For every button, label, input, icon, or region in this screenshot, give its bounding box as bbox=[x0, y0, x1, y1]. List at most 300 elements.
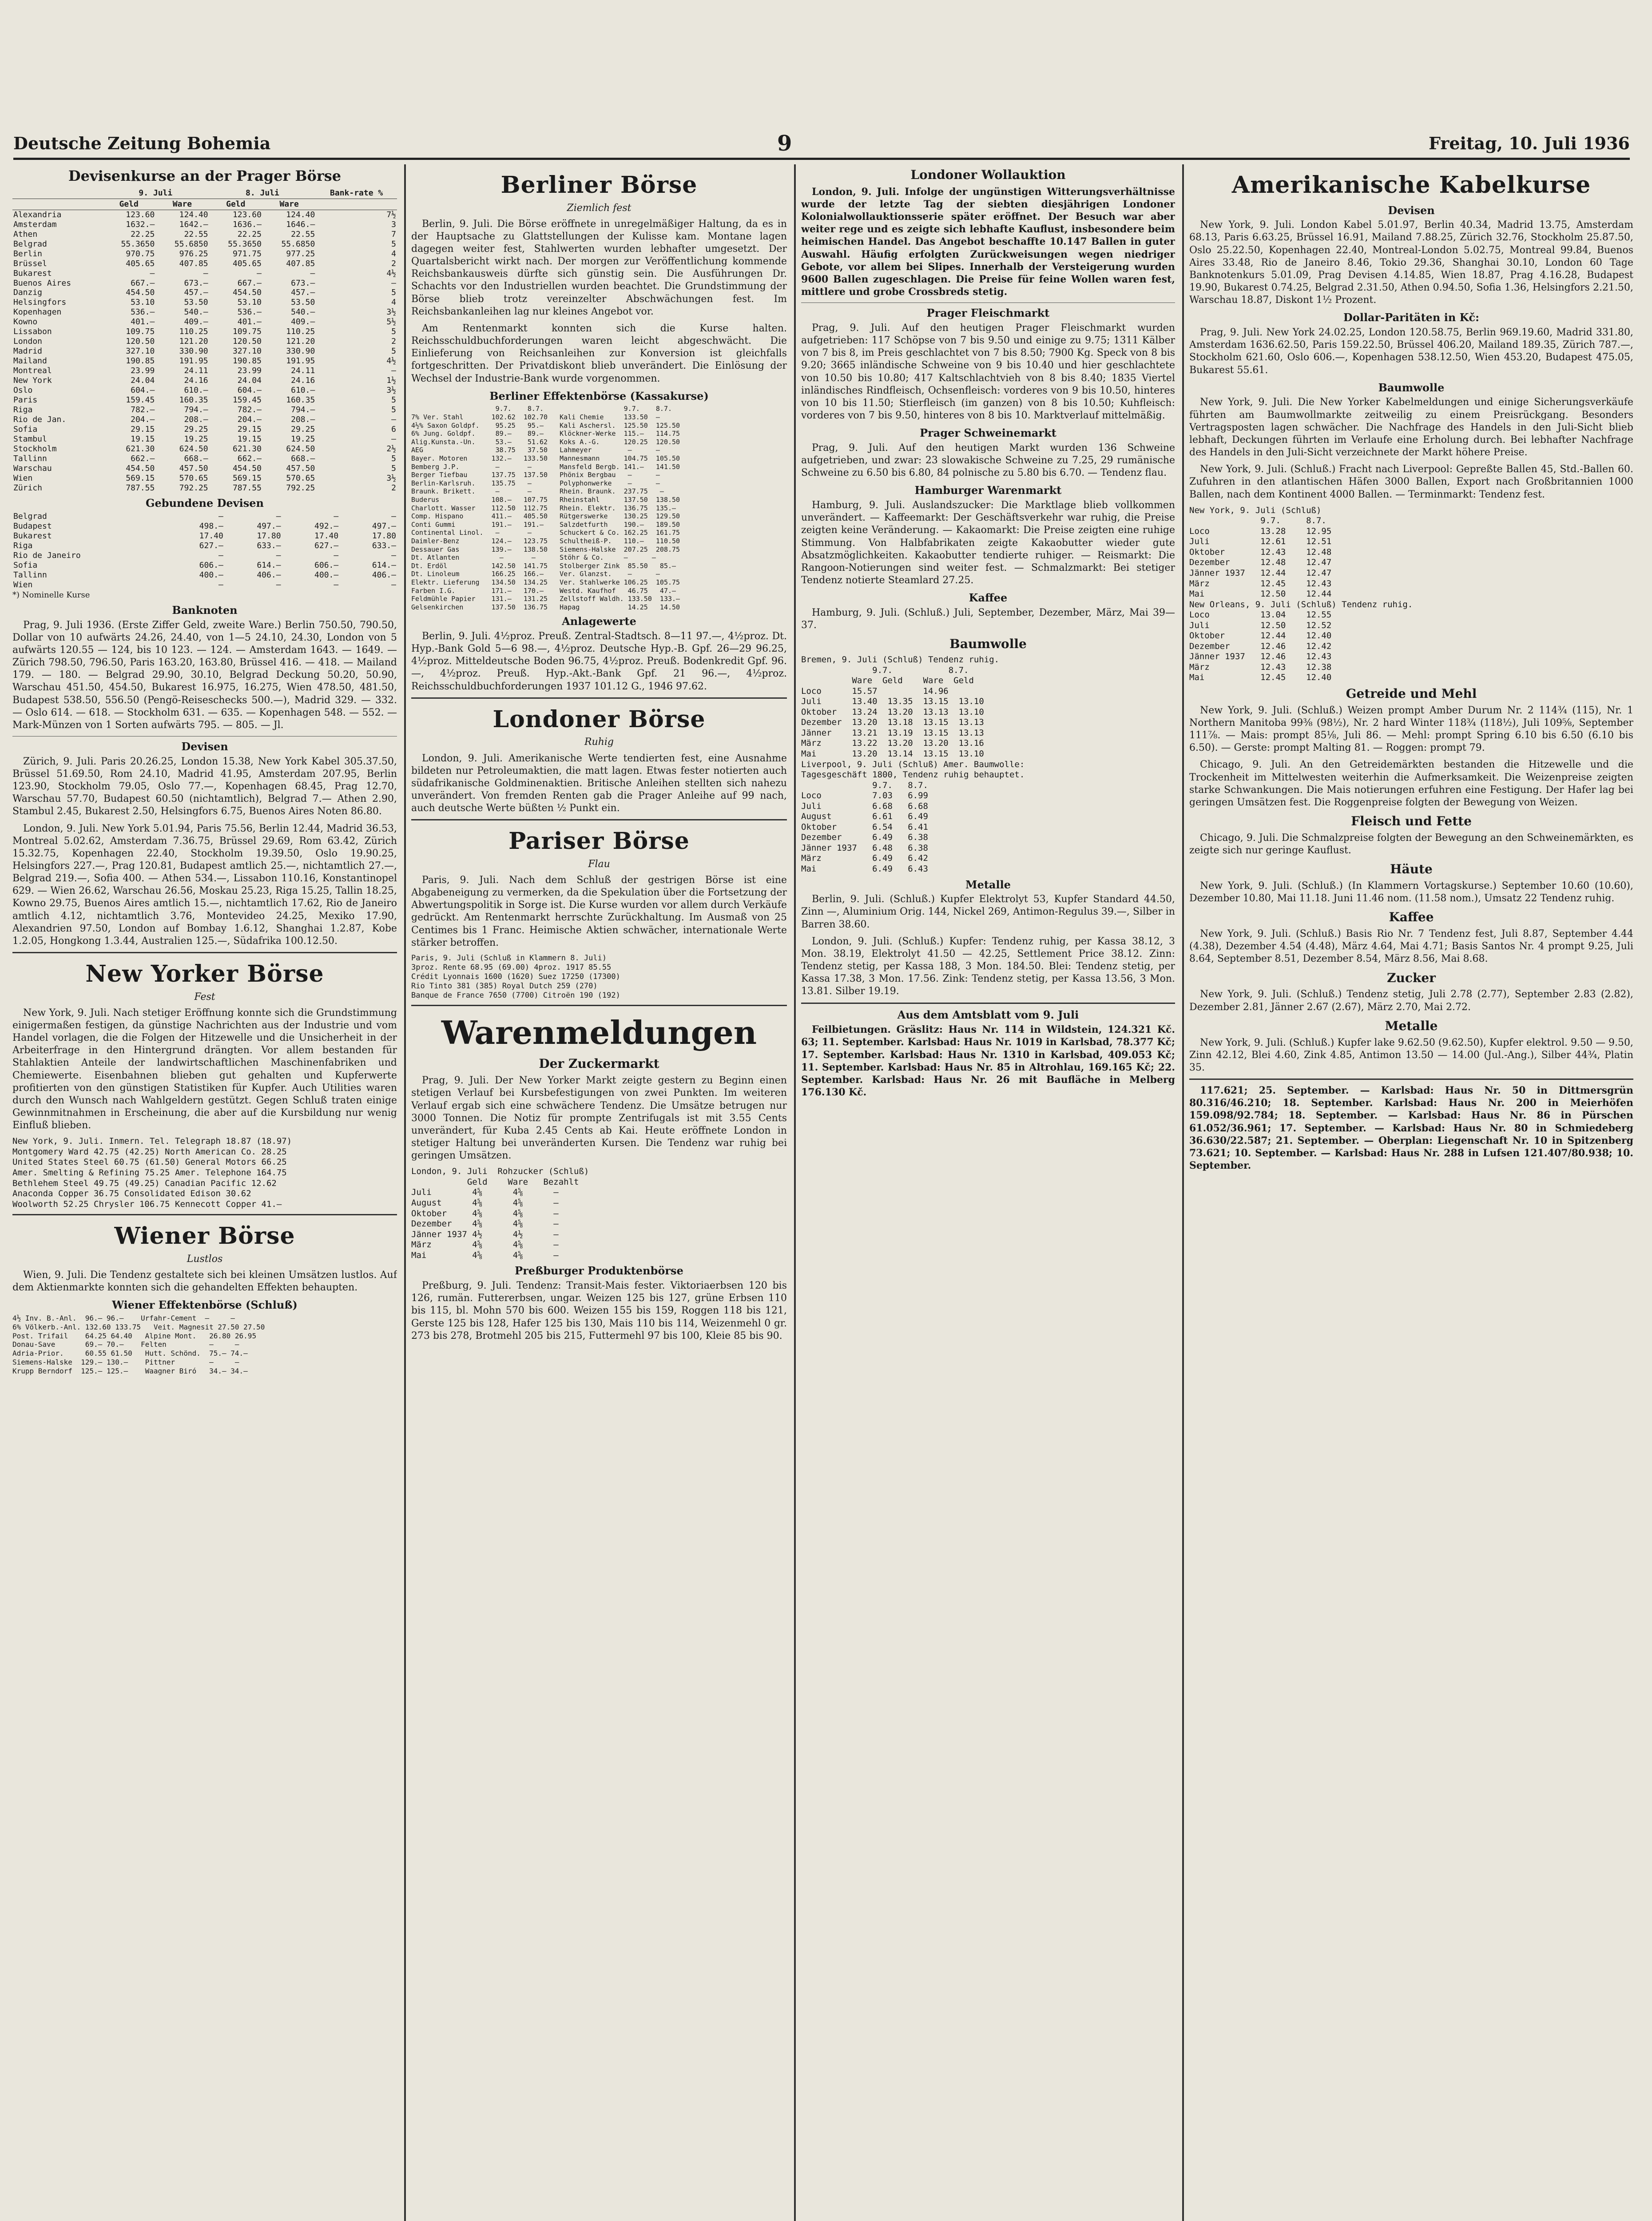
rate-currency: Mailand bbox=[13, 356, 47, 366]
dp-title: Dollar-Paritäten in Kč: bbox=[1343, 311, 1479, 324]
rate-currency: Tallinn bbox=[13, 570, 47, 580]
rate-value: 24.16 bbox=[291, 376, 315, 386]
rate-row bbox=[12, 464, 397, 474]
rate-currency: Bukarest bbox=[13, 531, 52, 541]
rate-value: 977.25 bbox=[286, 249, 315, 259]
pp-text: Preßburg, 9. Juli. Tendenz: Transit-Mais fester. Viktoriaerbsen 120 bis 126, rumän. Futtererbsen, ungar. Weizen 125 bis 127, grüne Erbsen 110 bis 115, bl. Mohn 570 bis 600. Weizen 155 bis 159, Roggen 118 bis 121, Gerste 125 bis 128, Hafer 125 bis 130, Mais 110 bis 114, Weizenmehl 0 gr. 273 bis 278, Brotmehl 205 bis 215, Futtermehl 97 bis 100, Kleie 85 bis 90. bbox=[411, 1280, 787, 1341]
rate-value: 53.50 bbox=[184, 298, 208, 307]
rate-value: 409.— bbox=[291, 317, 315, 327]
rate-value: — bbox=[391, 551, 396, 561]
rate-currency: Rio de Jan. bbox=[13, 414, 67, 424]
rate-currency: Stockholm bbox=[13, 444, 57, 454]
column-rule bbox=[404, 164, 406, 2221]
rate-row bbox=[12, 425, 397, 434]
rate-value: 3½ bbox=[386, 386, 396, 395]
rate-value: — bbox=[334, 580, 339, 589]
be-ticker-2: Dt. Atlanten — — Stöhr & Co. — — Dt. Erdöl 142.50 141.75 Stolberger Zink 85.50 85.— Dt. Linoleum 166.25 166.— Ver. Glanzst. — — Elektr. Lieferung 134.50 134.25 Ver. Stahlwerke 106.25 105.75 Farben I.G. 171.— 170.— Westd. Kaufhof 46.75 47.— Feldmühle Papier 131.— 131.25 Zellstoff Waldh. 133.50 133.— Gelsenkirchen 137.50 136.75 Hapag 14.25 14.50 bbox=[411, 553, 680, 611]
rate-value: 123.60 bbox=[126, 210, 155, 219]
rate-value: 208.— bbox=[291, 414, 315, 424]
rate-value: 405.65 bbox=[232, 259, 262, 268]
rate-row bbox=[12, 474, 397, 483]
bremen-ticker: Bremen, 9. Juli (Schluß) Tendenz ruhig. 9.7. 8.7. Ware Geld Ware Geld Loco 15.57 14.96 Juli 13.40 13.35 13.15 13.10 Oktober 13.24 13.20 13.13 13.10 Dezember 13.20 13.18 13.15 13.13 Jänner 13.21 13.19 13.15 13.13 März 13.22 13.20 13.20 13.16 Mai 13.20 13.14 13.15 13.10 bbox=[801, 655, 1000, 759]
rate-value: 159.45 bbox=[126, 395, 155, 405]
rate-value: — bbox=[391, 414, 396, 424]
lw-title: Londoner Wollauktion bbox=[910, 167, 1066, 182]
rate-value: 204.— bbox=[237, 414, 262, 424]
rate-value: 53.10 bbox=[237, 298, 262, 307]
rate-currency: Madrid bbox=[13, 346, 43, 356]
rate-row bbox=[12, 259, 397, 269]
wb-tag: Lustlos bbox=[187, 1253, 223, 1265]
pb-title: Pariser Börse bbox=[508, 828, 690, 855]
rate-value: 24.04 bbox=[237, 376, 262, 386]
rate-currency: Belgrad bbox=[13, 239, 47, 249]
rate-value: 121.20 bbox=[179, 337, 208, 346]
dp-text: Prag, 9. Juli. New York 24.02.25, London 120.58.75, Berlin 969.19.60, Madrid 331.80, Amsterdam 1636.62.50, Paris 159.22.50, Brüssel 406.20, Mailand 189.35, Zürich 787.—, Stockholm 621.60, Oslo 606.—, Kopenhagen 538.12.50, Wien 453.20, Budapest 475.05, Bukarest 55.61. bbox=[1189, 327, 1633, 376]
rate-value: 4½ bbox=[386, 356, 396, 366]
rate-value: 662.— bbox=[131, 454, 155, 463]
rate-value: 22.55 bbox=[184, 229, 208, 239]
rate-value: 2 bbox=[391, 483, 396, 493]
rate-value: 624.50 bbox=[179, 444, 208, 454]
rate-row bbox=[12, 444, 397, 454]
sm-title: Prager Schweinemarkt bbox=[920, 426, 1056, 440]
rate-value: 407.85 bbox=[286, 259, 315, 268]
rate-value: 29.15 bbox=[131, 424, 155, 434]
rate-value: 121.20 bbox=[286, 337, 315, 346]
rate-row bbox=[12, 327, 397, 337]
rate-value: 2 bbox=[391, 337, 396, 346]
be-ticker: 9.7. 8.7. 9.7. 8.7. 7% Ver. Stahl 102.62 102.70 Kali Chemie 133.50 — 4½% Saxon Goldpf. 95.25 95.— Kali Aschersl. 125.50 125.50 6% Jung. Goldpf. 89.— 89.— Klöckner-Werke 115.— 114.75 Alig.Kunsta.-Un. 53.— 51.62 Koks A.-G. 120.25 120.50 AEG 38.75 37.50 Lahmeyer — — Bayer. Motoren 132.— 133.50 Mannesmann 104.75 105.50 Bemberg J.P. — — Mansfeld Bergb. 141.— 141.50 Berger Tiefbau 137.75 137.50 Phönix Bergbau — — Berlin-Karlsruh. 135.75 — Polyphonwerke — — Braunk. Brikett. — — Rhein. Braunk. 237.75 — Buderus 108.— 107.75 Rheinstahl 137.50 138.50 Charlott. Wasser 112.50 112.75 Rhein. Elektr. 136.75 135.— Comp. Hispano 411.— 405.50 Rütgerswerke 130.25 129.50 Conti Gummi 191.— 191.— Salzdetfurth 190.— 189.50 Continental Linol. — — Schuckert & Co. 162.25 161.75 Daimler-Benz 124.— 123.75 Schultheiß-P. 110.— 110.50 Dessauer Gas 139.— 138.50 Siemens-Halske 207.25 208.75 bbox=[411, 405, 680, 553]
rate-currency: Rio de Janeiro bbox=[13, 551, 81, 561]
column-2 bbox=[411, 164, 787, 2221]
rate-currency: Warschau bbox=[13, 463, 52, 473]
rate-row bbox=[12, 288, 397, 298]
rate-value: 4½ bbox=[386, 268, 396, 278]
devisen-title: Devisen bbox=[181, 740, 228, 753]
nyb-ticker: New York, 9. Juli. Inmern. Tel. Telegraph 18.87 (18.97) Montgomery Ward 42.75 (42.25) North American Co. 28.25 United States Steel 60.75 (61.50) General Motors 66.25 Amer. Smelting & Refining 75.25 Amer. Telephone 164.75 Bethlehem Steel 49.75 (49.25) Canadian Pacific 12.62 Anaconda Copper 36.75 Consolidated Edison 30.62 Woolworth 52.25 Chrysler 106.75 Kennecott Copper 41.— bbox=[12, 1136, 292, 1209]
pb-text: Paris, 9. Juli. Nach dem Schluß der gestrigen Börse ist eine Abgabeneigung zu vermerken, da die Spekulation über die Fortsetzung der Abwertungspolitik in Sorge ist. Die Kurse wurden vor allem durch Verkäufe gedrückt. Am Rentenmarkt herrschte Zurückhaltung. Im Ausmaß von 25 Centimes bis 1 Franc. Heimische Aktien schwächer, internationale Werte stärker betroffen. bbox=[411, 874, 787, 948]
rate-value: 5 bbox=[391, 454, 396, 463]
lb-text: London, 9. Juli. Amerikanische Werte tendierten fest, eine Ausnahme bildeten nur Petroleumaktien, die matt lagen. Etwas fester notierten auch südafrikanische Goldminenaktien. Britische Anleihen stellten sich nahezu unverändert. Von fremden Renten gab die Prager Anleihe auf 99 nach, auch deutsche Werte büßten ½ Punkt ein. bbox=[411, 752, 787, 814]
rate-row bbox=[12, 561, 397, 570]
rate-value: 405.65 bbox=[126, 259, 155, 268]
rate-currency: Sofia bbox=[13, 560, 38, 570]
rate-row bbox=[12, 210, 397, 219]
rate-value: 110.25 bbox=[286, 327, 315, 337]
rate-row bbox=[12, 580, 397, 590]
rate-value: 667.— bbox=[237, 278, 262, 288]
rate-value: 327.10 bbox=[232, 346, 262, 356]
rate-value: 19.25 bbox=[291, 434, 315, 444]
rate-row bbox=[12, 279, 397, 288]
rate-value: 204.— bbox=[131, 414, 155, 424]
rate-value: 1642.— bbox=[179, 219, 208, 229]
rate-row bbox=[12, 220, 397, 230]
rate-value: 5 bbox=[391, 346, 396, 356]
ff-title: Fleisch und Fette bbox=[1351, 814, 1472, 829]
hte-title: Häute bbox=[1390, 862, 1433, 877]
rate-value: 5 bbox=[391, 395, 396, 405]
rate-value: 498.— bbox=[199, 521, 223, 531]
rate-value: 7 bbox=[391, 229, 396, 239]
column-1 bbox=[12, 164, 397, 2221]
rate-value: 109.75 bbox=[126, 327, 155, 337]
rate-value: 17.40 bbox=[314, 531, 339, 541]
col-date-1: 9. Juli bbox=[102, 188, 209, 199]
rate-value: 457.50 bbox=[286, 463, 315, 473]
rate-value: 971.75 bbox=[232, 249, 262, 259]
gm-text-2: Chicago, 9. Juli. An den Getreidemärkten bestanden die Hitzewelle und die Trockenheit im Mittelwesten weiterhin die Aufmerksamkeit. Die Weizenpreise zeigten starke Schwankungen. Die Mais notierungen erfuhren eine Festigung. Der Hafer lag bei geringen Umsätzen fest. Die Roggenpreise folgten der Bewegung von Weizen. bbox=[1189, 759, 1633, 808]
ff-text: Chicago, 9. Juli. Die Schmalzpreise folgten der Bewegung an den Schweinemärkten, es zeigte sich nur geringe Kauflust. bbox=[1189, 832, 1633, 856]
zk-title: Zucker bbox=[1387, 970, 1436, 985]
rate-value: 540.— bbox=[184, 307, 208, 317]
col-geld: Geld bbox=[209, 199, 262, 210]
kaf-text: New York, 9. Juli. (Schluß.) Basis Rio Nr. 7 Tendenz fest, Juli 8.87, September 4.44 (4.38), Dezember 4.54 (4.48), März 4.64, Mai 4.71; Basis Santos Nr. 4 prompt 9.25, Juli 8.64, September 8.51, Dezember 8.54, März 8.56, Mai 8.68. bbox=[1189, 928, 1633, 965]
rate-value: 604.— bbox=[237, 386, 262, 395]
rate-value: 190.85 bbox=[126, 356, 155, 366]
rate-value: 5 bbox=[391, 288, 396, 298]
rate-row bbox=[12, 483, 397, 493]
rate-value: 17.80 bbox=[257, 531, 281, 541]
rate-value: — bbox=[334, 551, 339, 561]
rate-currency: Bukarest bbox=[13, 268, 52, 278]
lw-text: London, 9. Juli. Infolge der ungünstigen Witterungsverhältnisse wurde der letzte Tag der siebten diesjährigen Londoner Kolonialwollauktionsserie später eröffnet. Der Besuch war aber weiter rege und es zeigte sich lebhafte Kauflust, insbesondere beim heimischen Handel. Das Angebot beschaffte 10.147 Ballen in guter Auswahl. Häufig erfolgten Zurückweisungen wegen niedriger Gebote, vor allem bei Slipes. Innerhalb der Versteigerung wurden 9600 Ballen zugeschlagen. Die Preise für feine Wollen waren fest, mittlere und grobe Crossbreds stetig. bbox=[801, 186, 1175, 298]
rate-row bbox=[12, 541, 397, 551]
rate-currency: Wien bbox=[13, 580, 33, 589]
rate-row bbox=[12, 521, 397, 531]
met-title: Metalle bbox=[1385, 1018, 1438, 1033]
column-3 bbox=[801, 164, 1175, 2221]
rate-value: — bbox=[310, 268, 315, 278]
rate-value: 673.— bbox=[184, 278, 208, 288]
rate-value: 627.— bbox=[199, 541, 223, 551]
bw-title: Baumwolle bbox=[949, 637, 1027, 652]
rate-value: — bbox=[391, 580, 396, 589]
rate-value: 55.3650 bbox=[121, 239, 155, 249]
rate-value: — bbox=[391, 512, 396, 521]
rate-value: 5 bbox=[391, 239, 396, 249]
rate-value: 22.25 bbox=[131, 229, 155, 239]
rate-currency: Athen bbox=[13, 229, 38, 239]
wb-title: Wiener Börse bbox=[114, 1222, 295, 1250]
rate-value: 668.— bbox=[184, 454, 208, 463]
rate-value: 794.— bbox=[291, 405, 315, 414]
rate-row bbox=[12, 531, 397, 541]
rate-row bbox=[12, 239, 397, 249]
rate-row bbox=[12, 317, 397, 327]
met-text: New York, 9. Juli. (Schluß.) Kupfer lake 9.62.50 (9.62.50), Kupfer elektrol. 9.50 — 9.50, Zinn 42.12, Blei 4.60, Zink 4.85, Antimon 13.50 — 14.00 (Jul.-Ang.), Silber 44¾, Platin 35. bbox=[1189, 1037, 1633, 1073]
rate-value: 633.— bbox=[372, 541, 396, 551]
rate-value: 5 bbox=[391, 327, 396, 337]
rate-value: 627.— bbox=[314, 541, 339, 551]
rate-value: 401.— bbox=[237, 317, 262, 327]
col-geld: Geld bbox=[102, 199, 155, 210]
rate-value: 23.99 bbox=[237, 366, 262, 376]
rate-row bbox=[12, 551, 397, 561]
rate-row bbox=[12, 366, 397, 376]
rate-row bbox=[12, 395, 397, 405]
rate-currency: Stambul bbox=[13, 434, 47, 444]
rate-row bbox=[12, 249, 397, 259]
rate-currency: London bbox=[13, 337, 43, 346]
rate-value: 1½ bbox=[386, 376, 396, 386]
dv-title: Devisen bbox=[1388, 203, 1435, 217]
ak-title: Amerikanische Kabelkurse bbox=[1231, 171, 1591, 199]
rate-value: 120.50 bbox=[126, 337, 155, 346]
rate-value: — bbox=[218, 512, 223, 521]
rate-value: 624.50 bbox=[286, 444, 315, 454]
gm-text: New York, 9. Juli. (Schluß.) Weizen prompt Amber Durum Nr. 2 114¾ (115), Nr. 1 Northern Manitoba 99⅜ (98½), Nr. 2 hard Winter 118¾ (118½), Juli 109⅝, September 111⅞. — Mais: prompt 85⅛, Juli 86. — Mehl: prompt Spring 6.10 bis 6.50 (6.10 bis 6.50). — Gerste: prompt Malting 81. — Roggen: prompt 79. bbox=[1189, 705, 1633, 754]
rate-value: 787.55 bbox=[126, 483, 155, 493]
rate-currency: Budapest bbox=[13, 521, 52, 531]
rate-value: 1636.— bbox=[232, 219, 262, 229]
nyb-title: New Yorker Börse bbox=[85, 960, 324, 988]
rate-value: 792.25 bbox=[179, 483, 208, 493]
rate-value: 606.— bbox=[199, 560, 223, 570]
nyb-tag: Fest bbox=[194, 991, 215, 1003]
rate-value: 2 bbox=[391, 259, 396, 268]
rate-value: 123.60 bbox=[232, 210, 262, 219]
rate-value: 662.— bbox=[237, 454, 262, 463]
rate-value: 406.— bbox=[372, 570, 396, 580]
rate-currency: Wien bbox=[13, 473, 33, 483]
rate-value: — bbox=[334, 512, 339, 521]
be-title: Berliner Effektenbörse (Kassakurse) bbox=[489, 389, 709, 402]
rate-value: 159.45 bbox=[232, 395, 262, 405]
rate-value: — bbox=[276, 580, 281, 589]
rate-value: 55.3650 bbox=[228, 239, 262, 249]
rate-value: — bbox=[391, 278, 396, 288]
hte-text: New York, 9. Juli. (Schluß.) (In Klammern Vortagskurse.) September 10.60 (10.60), Dezember 10.80, Mai 11.18. Juni 11.46 nom. (11.58 nom.), Umsatz 22 Tendenz ruhig. bbox=[1189, 880, 1633, 904]
rate-currency: Tallinn bbox=[13, 454, 47, 463]
rate-value: — bbox=[218, 580, 223, 589]
rate-value: 794.— bbox=[184, 405, 208, 414]
rate-value: 4 bbox=[391, 249, 396, 259]
rate-value: 19.15 bbox=[131, 434, 155, 444]
rate-value: 457.— bbox=[184, 288, 208, 298]
rate-value: 120.50 bbox=[232, 337, 262, 346]
nyb-text: New York, 9. Juli. Nach stetiger Eröffnung konnte sich die Grundstimmung einigermaßen festigen, da günstige Nachrichten aus der Industrie und vom Handel vorlagen, die die Folgen der Hitzewelle und die Unsicherheit in der Arbeiterfrage in den Hintergrund drängten. Vor allem bestanden für Stahlaktien Anteile der landwirtschaftlichen Maschinenfabriken und Chemiewerte. Eisenbahnen blieben gut gehalten und Kupferwerte profitierten von den günstigen Statistiken für Kupfer. Auch Utilities waren durch den Wunsch nach Wahlgeldern gestützt. Gegen Schluß traten einige Gewinnmitnahmen in Erscheinung, die aber auf die Kursbildung nur wenig Einfluß blieben. bbox=[12, 1007, 397, 1131]
hw-title: Hamburger Warenmarkt bbox=[914, 484, 1062, 497]
rate-row bbox=[12, 415, 397, 425]
rate-value: 454.50 bbox=[126, 463, 155, 473]
banknotes-text: Prag, 9. Juli 1936. (Erste Ziffer Geld, zweite Ware.) Berlin 750.50, 790.50, Dollar von 10 aufwärts 24.26, 24.40, von 1—5 24.10, 24.30, London von 5 aufwärts 120.55 — 124, bis 10 123. — 124. — Amsterdam 1643. — 1649. — Zürich 798.50, 796.50, Paris 163.20, 163.80, Brüssel 416. — 418. — Mailand 179. — 180. — Belgrad 29.90, 30.10, Belgrad Deckung 50.20, 50.90, Warschau 451.50, 454.50, Bukarest 16.975, 16.275, Wien 478.50, 481.50, Budapest 538.50, 556.50 (Pengö-Reiseschecks 500.—), Madrid 329. — 332. — Oslo 614. — 618. — Stockholm 631. — 635. — Kopenhagen 548. — 552. — Mark-Münzen von 1 Sorten aufwärts 795. — 805. — Jl. bbox=[12, 619, 397, 731]
rate-value: 633.— bbox=[257, 541, 281, 551]
rate-value: 570.65 bbox=[179, 473, 208, 483]
rate-value: — bbox=[203, 268, 208, 278]
rate-value: 787.55 bbox=[232, 483, 262, 493]
rate-row bbox=[12, 570, 397, 580]
masthead bbox=[13, 131, 1630, 160]
rate-value: 610.— bbox=[184, 386, 208, 395]
me-text: Berlin, 9. Juli. (Schluß.) Kupfer Elektrolyt 53, Kupfer Standard 44.50, Zinn —, Aluminium Orig. 144, Nickel 269, Antimon-Regulus 39.—, Silber in Barren 38.60. bbox=[801, 894, 1175, 930]
rate-value: 55.6850 bbox=[281, 239, 315, 249]
rate-row bbox=[12, 434, 397, 444]
rate-row bbox=[12, 512, 397, 521]
fm-text: Prag, 9. Juli. Auf den heutigen Prager Fleischmarkt wurden aufgetrieben: 117 Schöpse von 7 bis 9.50 und einige zu 9.75; 1311 Kälber von 7 bis 8, im Preis geschlachtet von 7 bis 8.50; 7900 Kg. Speck von 8 bis 9.20; 3665 inländische Schweine von 9 bis 10.40 und hier geschlachtete von 10.50 bis 10.80; 417 Kaltschlachtvieh von 8 bis 8.40; 1835 Viertel inländisches Rindfleisch, Ochsenfleisch: vorderes von 9 bis 10.50, hinteres von 10 bis 11.50; Stierfleisch (im ganzen) von 8 bis 10.50; Kuhfleisch: vorderes von 7 bis 9.50, hinteres von 8 bis 10. Marktverlauf mittelmäßig. bbox=[801, 322, 1175, 422]
rate-value: 191.95 bbox=[286, 356, 315, 366]
rate-currency: Danzig bbox=[13, 288, 43, 298]
kaf-title: Kaffee bbox=[1389, 910, 1434, 925]
wm-text: Prag, 9. Juli. Der New Yorker Markt zeigte gestern zu Beginn einen stetigen Verlauf bei Kursbefestigungen von zwei Punkten. Im weiteren Verlauf ergab sich eine schwächere Tendenz. Die Umsätze betrugen nur 3000 Tonnen. Die Notiz für prompte Zentrifugals ist mit 3.55 Cents unverändert, für Kuba 2.45 Cents ab Kai. Heute eröffnete London in stetiger Haltung bei unveränderten Kursen. Die Tendenz war ruhig bei geringen Umsätzen. bbox=[411, 1075, 787, 1162]
pp-sub: Preßburger Produktenbörse bbox=[515, 1264, 683, 1278]
rate-value: 400.— bbox=[199, 570, 223, 580]
amt-text: Feilbietungen. Gräslitz: Haus Nr. 114 in Wildstein, 124.321 Kč. 63; 11. September. Karlsbad: Haus Nr. 1019 in Karlsbad, 78.377 Kč; 17. September. Karlsbad: Haus Nr. 1310 in Karlsbad, 409.053 Kč; 11. September. Karlsbad: Haus Nr. 85 in Altrohlau, 169.165 Kč; 22. September. Karlsbad: Haus Nr. 26 mit Baufläche in Melberg 176.130 Kč. bbox=[801, 1024, 1175, 1099]
rate-row bbox=[12, 405, 397, 415]
col-bankrate: Bank-rate % bbox=[316, 188, 397, 199]
rate-value: 454.50 bbox=[232, 463, 262, 473]
rate-currency: New York bbox=[13, 376, 52, 386]
rate-value: 492.— bbox=[314, 521, 339, 531]
column-4 bbox=[1189, 164, 1633, 2221]
rate-value: 22.25 bbox=[237, 229, 262, 239]
rate-value: 614.— bbox=[372, 560, 396, 570]
rate-value: 19.15 bbox=[237, 434, 262, 444]
rate-currency: Montreal bbox=[13, 366, 52, 376]
rate-value: 1646.— bbox=[286, 219, 315, 229]
rate-currency: Belgrad bbox=[13, 512, 47, 521]
rate-currency: Zürich bbox=[13, 483, 43, 493]
rate-value: 621.30 bbox=[232, 444, 262, 454]
rate-value: 330.90 bbox=[286, 346, 315, 356]
devisen-london: London, 9. Juli. New York 5.01.94, Paris 75.56, Berlin 12.44, Madrid 36.53, Montreal 5.02.62, Amsterdam 7.36.75, Brüssel 29.69, Rom 63.42, Zürich 15.32.75, Kopenhagen 22.40, Stockholm 19.39.50, Oslo 19.90.25, Helsingfors 227.—, Prag 120.81, Budapest amtlich 25.—, nichtamtlich 27.—, Belgrad 219.—, Sofia 400. — Athen 534.—, Lissabon 110.16, Konstantinopel 629. — Wien 26.62, Warschau 26.56, Moskau 25.23, Riga 15.25, Tallin 18.25, Kowno 29.75, Buenos Aires amtlich 15.—, nichtamtlich 17.62, Rio de Janeiro amtlich 4.12, nichtamtlich 3.76, Montevideo 24.25, Mexiko 17.90, Alexandrien 97.50, London auf Bombay 1.6.12, Shanghai 1.2.87, Kobe 1.2.05, Hongkong 1.3.44, Australien 125.—, Südafrika 100.12.50. bbox=[12, 823, 397, 947]
we-ticker: 4½ Inv. B.-Anl. 96.— 96.— Urfahr-Cement — — 6% Völkerb.-Anl. 132.60 133.75 Veit. Magnesit 27.50 27.50 Post. Trifail 64.25 64.40 Alpine Mont. 26.80 26.95 Donau-Save 69.— 70.— Felten — — Adria-Prior. 60.55 61.50 Hutt. Schönd. 75.— 74.— Siemens-Halske 129.— 130.— Pittner — — Krupp Berndorf 125.— 125.— Waagner Biró 34.— 34.— bbox=[12, 1313, 265, 1375]
rate-value: 2½ bbox=[386, 444, 396, 454]
no-cotton-ticker: New Orleans, 9. Juli (Schluß) Tendenz ruhig. Loco 13.04 12.55 Juli 12.50 12.52 Oktober 12.44 12.40 Dezember 12.46 12.42 Jänner 1937 12.46 12.43 März 12.43 12.38 Mai 12.45 12.40 bbox=[1189, 599, 1413, 683]
rate-row bbox=[12, 454, 397, 464]
rate-value: 497.— bbox=[257, 521, 281, 531]
amt-text-cont: 117.621; 25. September. — Karlsbad: Haus Nr. 50 in Dittmersgrün 80.316/46.210; 18. September. Karlsbad: Haus Nr. 200 in Meierhöfen 159.098/92.784; 18. September. — Karlsbad: Haus Nr. 86 in Pürschen 61.052/36.961; 17. September. — Karlsbad: Haus Nr. 80 in Schmiedeberg 36.630/22.587; 21. September. — Oberplan: Liegenschaft Nr. 10 in Spitzenberg 73.621; 10. September. — Karlsbad: Haus Nr. 288 in Lufsen 121.407/80.938; 10. September. bbox=[1189, 1085, 1633, 1171]
anl-text: Berlin, 9. Juli. 4½proz. Preuß. Zentral-Stadtsch. 8—11 97.—, 4½proz. Dt. Hyp.-Bank Gold 5—6 98.—, 4½proz. Deutsche Hyp.-B. Gpf. 26—29 96.25, 4½proz. Mitteldeutsche Boden 96.75, 4½proz. Preuß. Bodenkredit Gpf. 96.—, 4½proz. Preuß. Hyp.-Akt.-Bank Gpf. 21 96.—, 4½proz. Reichsschuldbuchforderungen 1937 101.12 G., 1946 97.62. bbox=[411, 631, 787, 692]
masthead-title: Deutsche Zeitung Bohemia bbox=[13, 133, 271, 153]
gm-title: Getreide und Mehl bbox=[1346, 686, 1477, 701]
rate-value: 406.— bbox=[257, 570, 281, 580]
rate-value: 23.99 bbox=[131, 366, 155, 376]
rate-value: 457.— bbox=[291, 288, 315, 298]
sm-text: Prag, 9. Juli. Auf den heutigen Markt wurden 136 Schweine aufgetrieben, und zwar: 23 slowakische Schweine zu 7.25, 29 rumänische Schweine zu 6.50 bis 6.80, 84 polnische zu 5.80 bis 6.70. — Tendenz flau. bbox=[801, 442, 1175, 479]
rate-value: 190.85 bbox=[232, 356, 262, 366]
rate-value: 454.50 bbox=[232, 288, 262, 298]
bound-fx-table bbox=[12, 512, 397, 590]
rate-row bbox=[12, 346, 397, 356]
rate-value: 1632.— bbox=[126, 219, 155, 229]
rate-row bbox=[12, 298, 397, 307]
bb-tag: Ziemlich fest bbox=[567, 202, 631, 214]
column-rule bbox=[1182, 164, 1184, 2221]
pb-tag: Flau bbox=[588, 858, 610, 870]
rate-value: 976.25 bbox=[179, 249, 208, 259]
rate-value: 673.— bbox=[291, 278, 315, 288]
col-ware: Ware bbox=[155, 199, 209, 210]
rate-value: 53.10 bbox=[131, 298, 155, 307]
rate-value: 3½ bbox=[386, 307, 396, 317]
rate-currency: Lissabon bbox=[13, 327, 52, 337]
bb-text-2: Am Rentenmarkt konnten sich die Kurse halten. Reichsschuldbuchforderungen waren leicht abgeschwächt. Die Einlieferung von Reichsanleihen zur Konversion ist gleichfalls fortgeschritten. Der Privatdiskont blieb unverändert. Die Einlösung der Wechsel der Industrie-Bank wurde vorgenommen. bbox=[411, 322, 787, 384]
col-ware: Ware bbox=[262, 199, 316, 210]
zk-text: New York, 9. Juli. (Schluß.) Tendenz stetig, Juli 2.78 (2.77), September 2.83 (2.82), Dezember 2.81, Jänner 2.67 (2.67), März 2.70, Mai 2.72. bbox=[1189, 989, 1633, 1013]
rate-value: 497.— bbox=[372, 521, 396, 531]
wm-sub: Der Zuckermarkt bbox=[539, 1056, 659, 1071]
rate-value: — bbox=[276, 512, 281, 521]
anl-title: Anlagewerte bbox=[562, 615, 636, 628]
rate-value: 6 bbox=[391, 424, 396, 434]
rate-value: 569.15 bbox=[232, 473, 262, 483]
rate-value: 457.50 bbox=[179, 463, 208, 473]
rate-value: 400.— bbox=[314, 570, 339, 580]
rate-value: — bbox=[391, 434, 396, 444]
rate-row bbox=[12, 269, 397, 279]
wb-text: Wien, 9. Juli. Die Tendenz gestaltete sich bei kleinen Umsätzen lustlos. Auf dem Aktienmarkte konnten sich die gehandelten Effekten behaupten. bbox=[12, 1269, 397, 1294]
rate-currency: Helsingfors bbox=[13, 298, 67, 307]
column-rule bbox=[794, 164, 796, 2221]
rate-currency: Buenos Aires bbox=[13, 278, 71, 288]
rate-value: 24.16 bbox=[184, 376, 208, 386]
me-text-2: London, 9. Juli. (Schluß.) Kupfer: Tendenz ruhig, per Kassa 38.12, 3 Mon. 38.19, Elektrolyt 41.50 — 42.25, Settlement Price 38.12. Zinn: Tendenz stetig, per Kassa 188, 3 Mon. 184.50. Blei: Tendenz stetig, per Kassa 17.38, 3 Mon. 17.56. Zink: Tendenz stetig, per Kassa 13.56, 3 Mon. 13.81. Silber 19.19. bbox=[801, 935, 1175, 997]
rate-value: 792.25 bbox=[286, 483, 315, 493]
rate-value: 606.— bbox=[314, 560, 339, 570]
rate-value: 160.35 bbox=[179, 395, 208, 405]
lb-tag: Ruhig bbox=[584, 736, 614, 748]
rate-value: 4 bbox=[391, 298, 396, 307]
rate-value: 29.25 bbox=[184, 424, 208, 434]
devisen-zurich: Zürich, 9. Juli. Paris 20.26.25, London 15.38, New York Kabel 305.37.50, Brüssel 51.69.50, Rom 24.10, Madrid 41.95, Amsterdam 207.95, Berlin 123.90, Stockholm 79.05, Oslo 77.—, Kopenhagen 68.45, Prag 12.70, Warschau 57.70, Budapest 60.50 (nichtamtlich), Belgrad 7.— Athen 2.90, Stambul 2.45, Bukarest 2.50, Helsingfors 6.75, Buenos Aires Noten 86.80. bbox=[12, 756, 397, 817]
rate-value: 667.— bbox=[131, 278, 155, 288]
me-title: Metalle bbox=[965, 878, 1011, 891]
rate-value: 570.65 bbox=[286, 473, 315, 483]
prague-fx-title: Devisenkurse an der Prager Börse bbox=[68, 167, 342, 184]
rate-value: 454.50 bbox=[126, 288, 155, 298]
col-date-2: 8. Juli bbox=[209, 188, 316, 199]
rate-row bbox=[12, 307, 397, 317]
rate-value: 55.6850 bbox=[174, 239, 208, 249]
rate-value: 3½ bbox=[386, 473, 396, 483]
rate-value: 29.15 bbox=[237, 424, 262, 434]
rate-value: 330.90 bbox=[179, 346, 208, 356]
rate-value: 782.— bbox=[237, 405, 262, 414]
rate-currency: Kopenhagen bbox=[13, 307, 62, 317]
kf-title: Kaffee bbox=[969, 591, 1008, 605]
rate-value: 5 bbox=[391, 405, 396, 414]
rate-value: 970.75 bbox=[126, 249, 155, 259]
we-title: Wiener Effektenbörse (Schluß) bbox=[112, 1298, 298, 1312]
fx-note: *) Nominelle Kurse bbox=[12, 590, 90, 600]
rate-value: 7½ bbox=[386, 210, 396, 219]
rate-value: 24.04 bbox=[131, 376, 155, 386]
rate-row bbox=[12, 337, 397, 346]
bw4-text: New York, 9. Juli. Die New Yorker Kabelmeldungen und einige Sicherungsverkäufe führten am Baumwollmarkte zeitweilig zu einem Preisrückgang. Besonders Vertragsposten lagen schwächer. Die Nachfrage des Handels in den Juli-Sicht blieb lebhaft, Deckungen führten im Verlaufe eine Erholung durch. Bei lebhafter Nachfrage des Handels in den Juli-Sicht verzeichnete der Markt höhere Preise. bbox=[1189, 397, 1633, 458]
rate-row bbox=[12, 376, 397, 386]
rate-value: 53.50 bbox=[291, 298, 315, 307]
rate-value: 191.95 bbox=[179, 356, 208, 366]
rate-currency: Sofia bbox=[13, 424, 38, 434]
rate-value: 17.80 bbox=[372, 531, 396, 541]
rate-value: 5 bbox=[391, 463, 396, 473]
rate-value: 610.— bbox=[291, 386, 315, 395]
fm-title: Prager Fleischmarkt bbox=[926, 306, 1050, 320]
rate-currency: Riga bbox=[13, 541, 33, 551]
rate-value: 160.35 bbox=[286, 395, 315, 405]
rate-value: 536.— bbox=[237, 307, 262, 317]
pb-ticker: Paris, 9. Juli (Schluß in Klammern 8. Juli) 3proz. Rente 68.95 (69.00) 4proz. 1917 85.55 Crédit Lyonnais 1600 (1620) Suez 17250 (17300) Rio Tinto 381 (385) Royal Dutch 259 (270) Banque de France 7650 (7700) Citroën 190 (192) bbox=[411, 953, 620, 1000]
rate-value: 409.— bbox=[184, 317, 208, 327]
rate-value: 29.25 bbox=[291, 424, 315, 434]
rate-value: 569.15 bbox=[126, 473, 155, 483]
bw4-text-2: New York, 9. Juli. (Schluß.) Fracht nach Liverpool: Gepreßte Ballen 45, Std.-Ballen 60. Zufuhren in den atlantischen Häfen 3000 Ballen, Export nach Großbritannien 1000 Ballen, nach dem Kontinent 4000 Ballen. — Terminmarkt: Tendenz fest. bbox=[1189, 464, 1633, 500]
rate-value: 17.40 bbox=[199, 531, 223, 541]
rate-value: 536.— bbox=[131, 307, 155, 317]
rate-value: 124.40 bbox=[179, 210, 208, 219]
